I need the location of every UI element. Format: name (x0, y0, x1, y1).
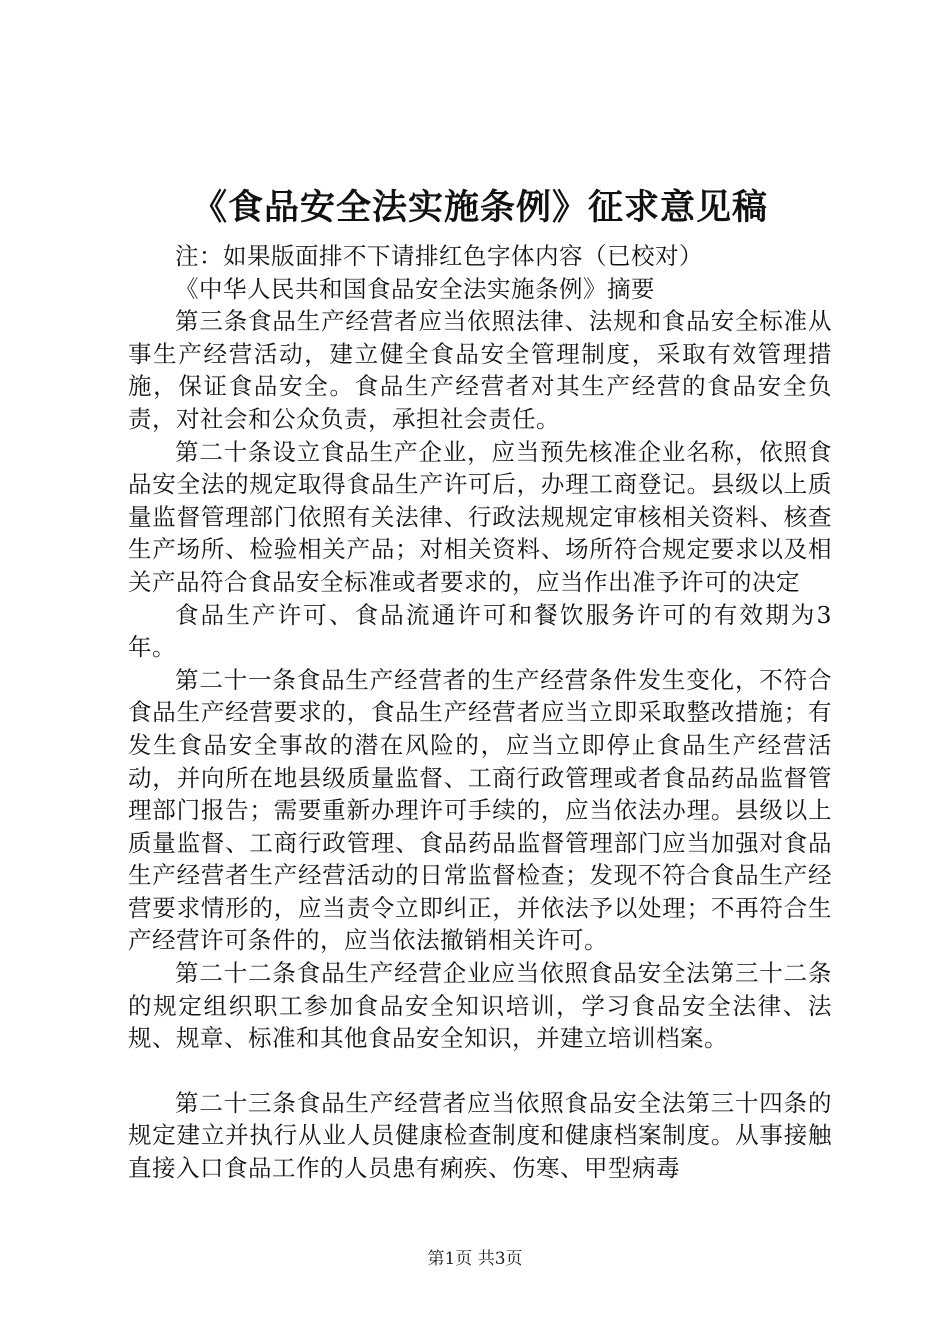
license-validity-paragraph: 食品生产许可、食品流通许可和餐饮服务许可的有效期为3年。 (128, 600, 832, 662)
article-20-paragraph: 第二十条设立食品生产企业，应当预先核准企业名称，依照食品安全法的规定取得食品生产许可后，办理工商登记。县级以上质量监督管理部门依照有关法律、行政法规规定审核相关资料、核查生产场所、检验相关产品；对相关资料、场所符合规定要求以及相关产品符合食品安全标准或者要求的，应当作出准予许可的决定 (128, 437, 832, 596)
summary-heading-paragraph: 《中华人民共和国食品安全法实施条例》摘要 (175, 274, 655, 303)
document-title: 《食品安全法实施条例》征求意见稿 (191, 187, 768, 228)
article-22-paragraph: 第二十二条食品生产经营企业应当依照食品安全法第三十二条的规定组织职工参加食品安全知识培训，学习食品安全法律、法规、规章、标准和其他食品安全知识，并建立培训档案。 (128, 959, 832, 1053)
document-page (128, 186, 832, 1185)
note-paragraph: 注：如果版面排不下请排红色字体内容（已校对） (175, 242, 703, 270)
article-23-paragraph: 第二十三条食品生产经营者应当依照食品安全法第三十四条的规定建立并执行从业人员健康检查制度和健康档案制度。从事接触直接入口食品工作的人员患有痢疾、伤寒、甲型病毒 (128, 1088, 832, 1183)
page-number-footer: 第1页 共3页 (427, 1249, 523, 1269)
article-3-paragraph: 第三条食品生产经营者应当依照法律、法规和食品安全标准从事生产经营活动，建立健全食品安全管理制度，采取有效管理措施，保证食品安全。食品生产经营者对其生产经营的食品安全负责，对社会和公众负责，承担社会责任。 (128, 307, 832, 433)
article-21-paragraph: 第二十一条食品生产经营者的生产经营条件发生变化，不符合食品生产经营要求的，食品生产经营者应当立即采取整改措施；有发生食品安全事故的潜在风险的，应当立即停止食品生产经营活动，并向所在地县级质量监督、工商行政管理或者食品药品监督管理部门报告；需要重新办理许可手续的，应当依法办理。县级以上质量监督、工商行政管理、食品药品监督管理部门应当加强对食品生产经营者生产经营活动的日常监督检查；发现不符合食品生产经营要求情形的，应当责令立即纠正，并依法予以处理；不再符合生产经营许可条件的，应当依法撤销相关许可。 (128, 665, 832, 955)
